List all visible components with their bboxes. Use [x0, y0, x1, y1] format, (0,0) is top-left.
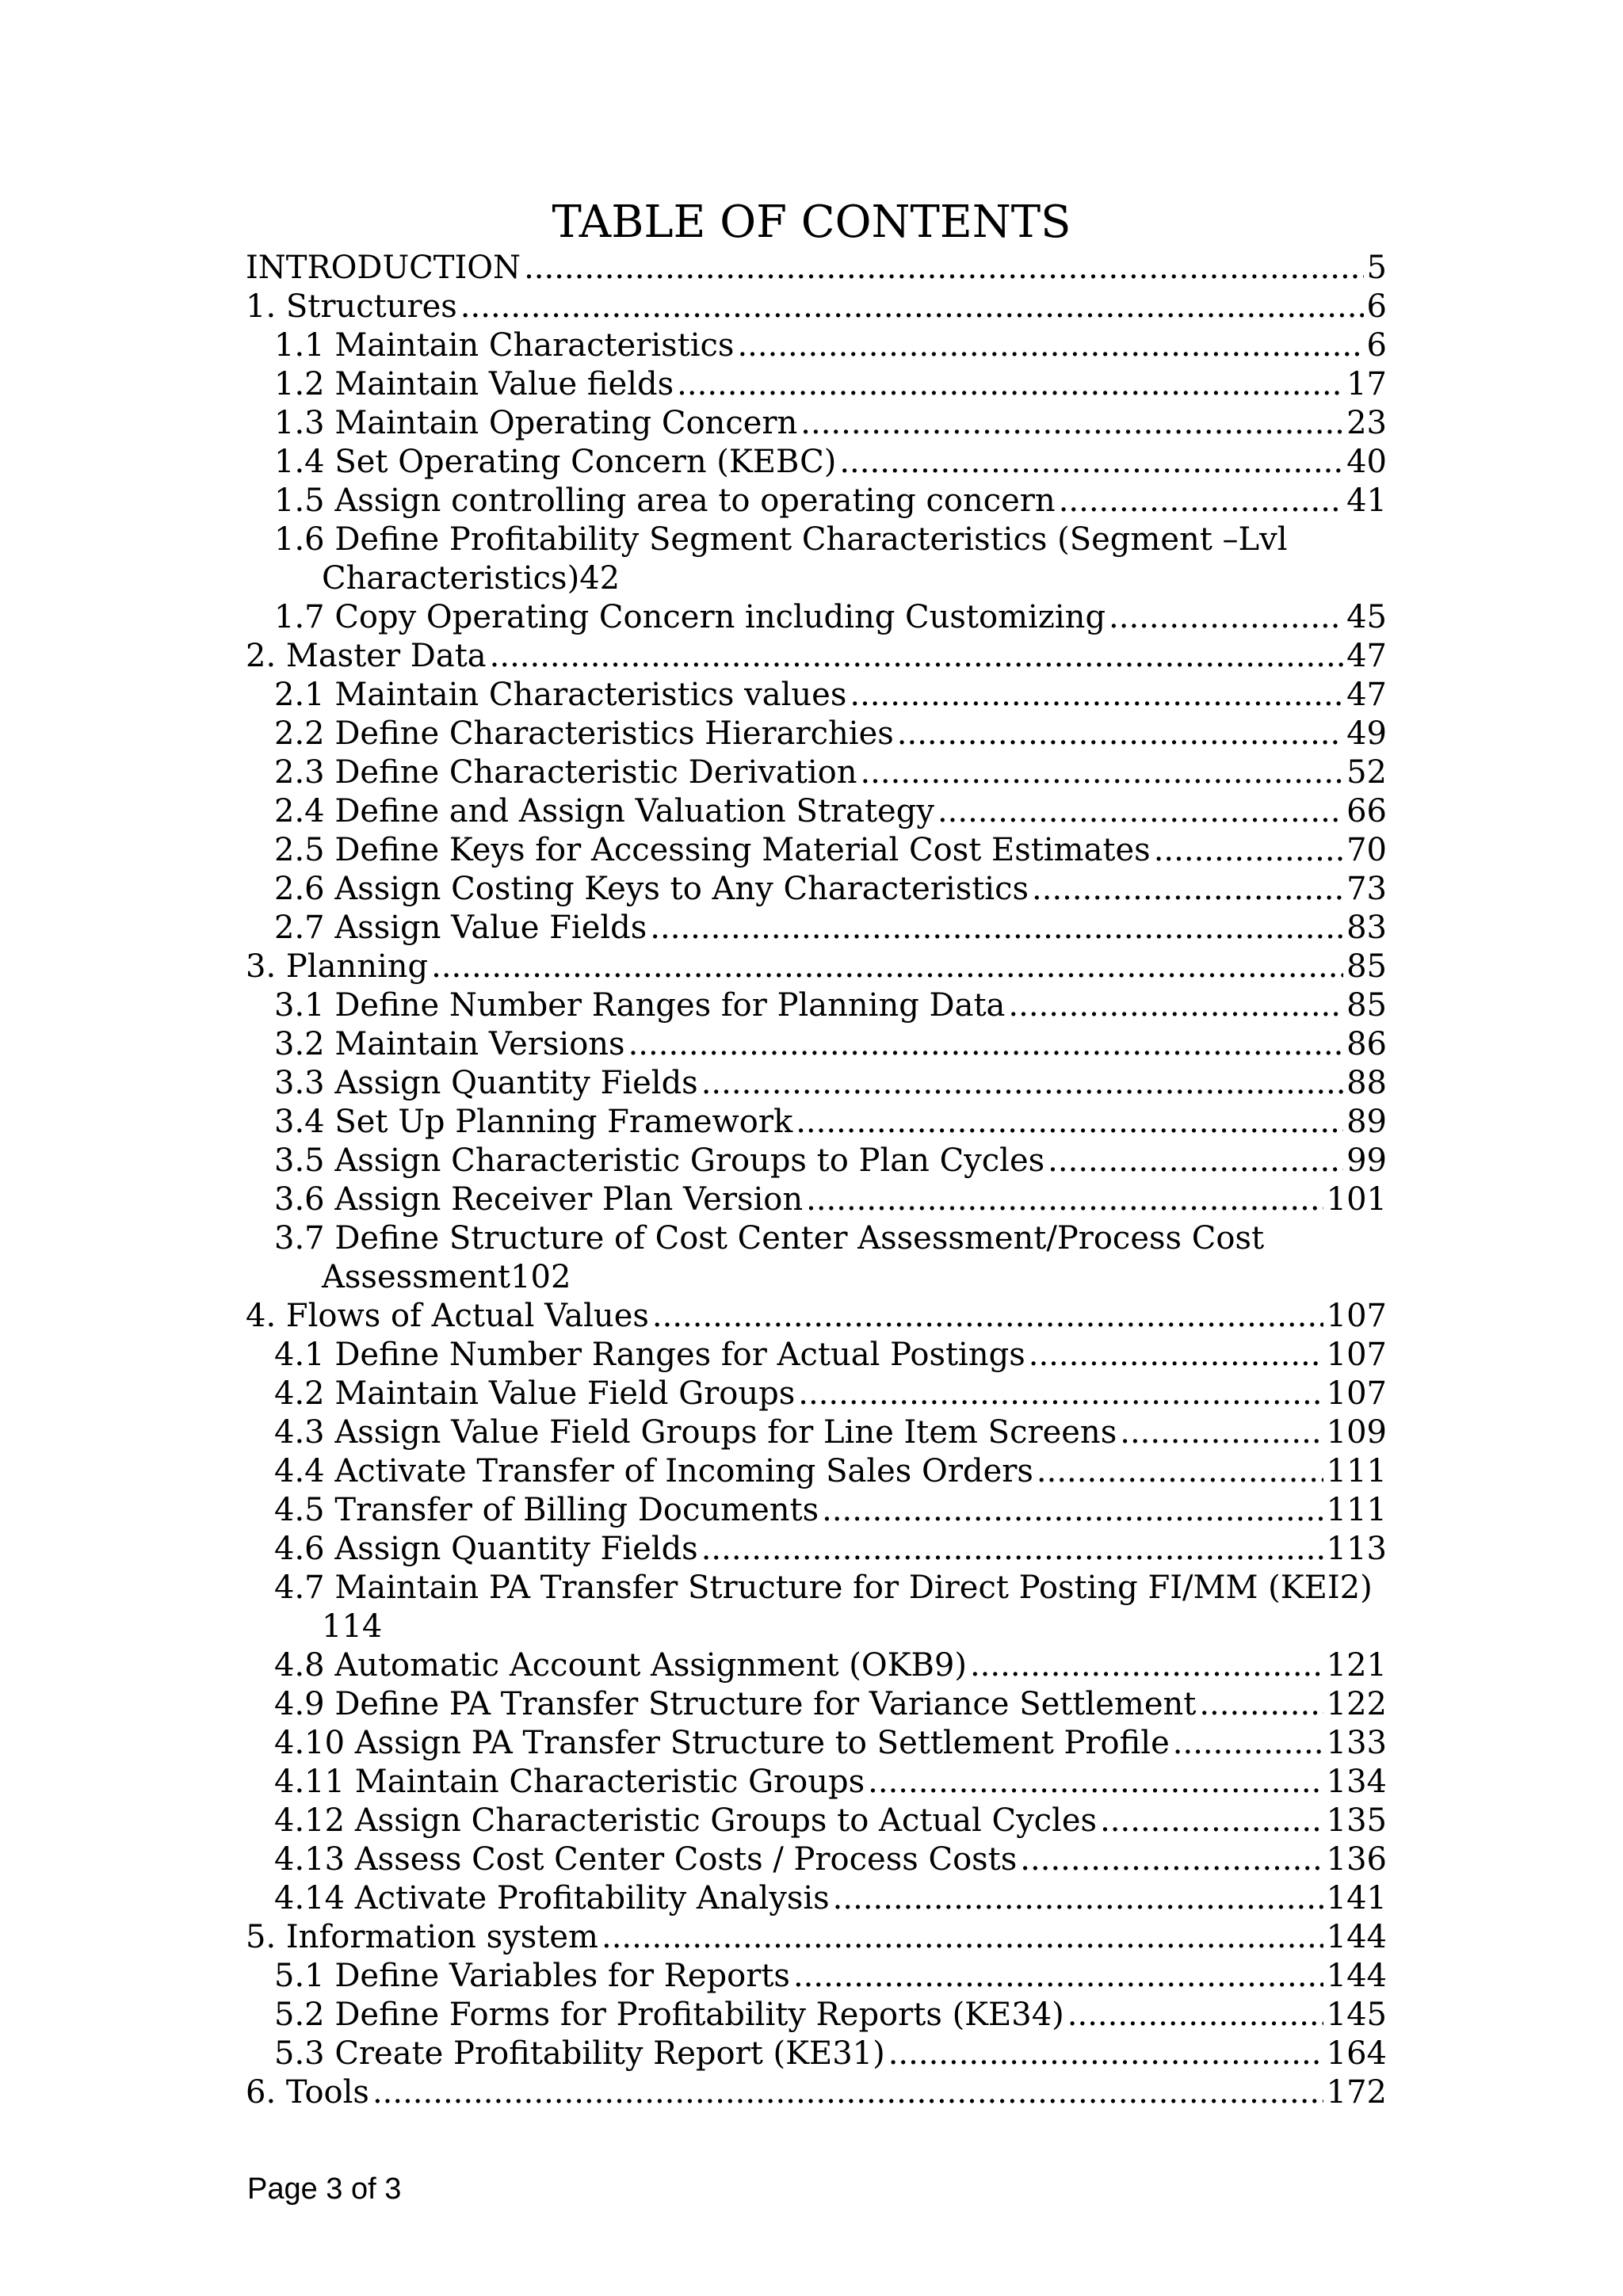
toc-entry[interactable] — [246, 1724, 1387, 1763]
toc-entry-continuation — [274, 1258, 1387, 1297]
toc-entry[interactable] — [246, 715, 1387, 753]
toc-entry[interactable] — [246, 598, 1387, 637]
dot-leader — [897, 715, 1343, 753]
dot-leader — [1199, 1685, 1323, 1724]
toc-entry-page: 133 — [1326, 1725, 1387, 1761]
dot-leader — [628, 1025, 1344, 1064]
toc-entry[interactable] — [246, 1763, 1387, 1802]
toc-entry-page: 122 — [1326, 1686, 1387, 1722]
toc-entry-page: 136 — [1326, 1841, 1387, 1878]
toc-entry[interactable] — [246, 1219, 1387, 1297]
toc-entry[interactable] — [246, 1413, 1387, 1452]
toc-entry-page: 114 — [322, 1608, 383, 1645]
dot-leader — [806, 1180, 1323, 1219]
toc-entry-page: 89 — [1346, 1104, 1387, 1140]
page-title: TABLE OF CONTENTS — [552, 196, 1071, 248]
toc-entry-text: 2.7 Assign Value Fields — [274, 910, 647, 946]
toc-entry-page: 66 — [1346, 793, 1387, 830]
dot-leader — [1048, 1142, 1343, 1180]
dot-leader — [1100, 1802, 1323, 1840]
toc-entry[interactable] — [246, 326, 1387, 365]
toc-entry-text: 5. Information system — [246, 1919, 598, 1955]
toc-entry-text: 2.3 Define Characteristic Derivation — [274, 754, 857, 791]
toc-entry-text: 4.11 Maintain Characteristic Groups — [274, 1764, 865, 1800]
toc-entry-text: 4.7 Maintain PA Transfer Structure for Direct Posting FI/MM (KEI2) — [274, 1569, 1373, 1606]
toc-entry-text: 1.1 Maintain Characteristics — [274, 327, 735, 364]
toc-entry-page: 70 — [1346, 832, 1387, 868]
dot-leader — [737, 326, 1363, 365]
toc-entry[interactable] — [246, 1918, 1387, 1957]
toc-entry-text: 5.1 Define Variables for Reports — [274, 1958, 790, 1994]
dot-leader — [372, 2073, 1323, 2112]
toc-entry-text: 3.5 Assign Characteristic Groups to Plan Cycles — [274, 1142, 1045, 1179]
toc-entry-text: 4.2 Maintain Value Field Groups — [274, 1375, 796, 1412]
toc-entry-page: 111 — [1326, 1492, 1387, 1528]
toc-entry-text: 3.3 Assign Quantity Fields — [274, 1065, 698, 1101]
toc-entry[interactable] — [246, 909, 1387, 948]
dot-leader — [1020, 1840, 1323, 1879]
dot-leader — [839, 443, 1343, 482]
toc-entry-text: 2.6 Assign Costing Keys to Any Characteristics — [274, 871, 1029, 907]
dot-leader — [793, 1957, 1323, 1996]
toc-entry-page: 73 — [1346, 871, 1387, 907]
toc-entry[interactable] — [246, 443, 1387, 482]
dot-leader — [652, 1297, 1323, 1336]
toc-list — [246, 249, 1387, 2112]
toc-entry-page: 164 — [1326, 2035, 1387, 2072]
toc-entry-page: 144 — [1326, 1958, 1387, 1994]
toc-entry-page: 101 — [1326, 1181, 1387, 1218]
toc-entry-page: 99 — [1346, 1142, 1387, 1179]
toc-entry[interactable] — [246, 676, 1387, 715]
toc-entry-page: 141 — [1326, 1880, 1387, 1917]
toc-entry-page: 83 — [1346, 910, 1387, 946]
dot-leader — [650, 909, 1343, 948]
toc-entry-page: 17 — [1346, 366, 1387, 402]
toc-entry[interactable] — [246, 1297, 1387, 1336]
dot-leader — [850, 676, 1343, 715]
toc-entry-page: 42 — [579, 560, 621, 597]
toc-entry[interactable] — [246, 521, 1387, 598]
dot-leader — [1109, 598, 1343, 637]
toc-entry-text: 3.2 Maintain Versions — [274, 1026, 625, 1062]
dot-leader — [431, 948, 1343, 986]
toc-entry[interactable] — [246, 1452, 1387, 1491]
toc-entry[interactable] — [246, 1530, 1387, 1569]
toc-entry[interactable] — [246, 1491, 1387, 1530]
toc-entry-text: 1.6 Define Profitability Segment Characteristics (Segment –Lvl — [274, 521, 1288, 558]
toc-entry-text: 1.4 Set Operating Concern (KEBC) — [274, 444, 837, 480]
toc-entry-page: 107 — [1326, 1375, 1387, 1412]
dot-leader — [833, 1879, 1323, 1918]
toc-entry[interactable] — [246, 249, 1387, 288]
toc-entry-text: 6. Tools — [246, 2074, 369, 2111]
toc-entry[interactable] — [246, 1103, 1387, 1142]
dot-leader — [701, 1530, 1323, 1569]
toc-entry[interactable] — [246, 2073, 1387, 2112]
toc-entry-text: 1.7 Copy Operating Concern including Customizing — [274, 599, 1106, 635]
dot-leader — [798, 1375, 1323, 1413]
toc-entry-text: 4.1 Define Number Ranges for Actual Postings — [274, 1337, 1025, 1373]
dot-leader — [860, 753, 1343, 792]
toc-entry[interactable] — [246, 986, 1387, 1025]
toc-entry-page: 135 — [1326, 1802, 1387, 1839]
toc-entry[interactable] — [246, 753, 1387, 792]
toc-entry-page: 121 — [1326, 1647, 1387, 1684]
toc-entry[interactable] — [246, 1840, 1387, 1879]
toc-entry-page: 47 — [1346, 677, 1387, 713]
toc-entry[interactable] — [246, 2035, 1387, 2073]
toc-entry[interactable] — [246, 1142, 1387, 1180]
dot-leader — [1037, 1452, 1323, 1491]
dot-leader — [868, 1763, 1323, 1802]
toc-entry-page: 172 — [1326, 2074, 1387, 2111]
toc-entry-page: 109 — [1326, 1414, 1387, 1451]
toc-entry-page: 6 — [1366, 327, 1387, 364]
toc-entry-page: 52 — [1346, 754, 1387, 791]
dot-leader — [1173, 1724, 1323, 1763]
toc-entry-page: 85 — [1346, 987, 1387, 1024]
toc-entry-text: 2.2 Define Characteristics Hierarchies — [274, 715, 894, 752]
toc-entry-page: 49 — [1346, 715, 1387, 752]
toc-entry[interactable] — [246, 1064, 1387, 1103]
dot-leader — [1029, 1336, 1323, 1375]
toc-entry[interactable] — [246, 1957, 1387, 1996]
dot-leader — [460, 288, 1364, 326]
toc-entry-continuation — [274, 1608, 1387, 1646]
toc-entry-text: 2. Master Data — [246, 638, 487, 674]
dot-leader — [490, 637, 1343, 676]
toc-entry[interactable] — [246, 1025, 1387, 1064]
toc-entry-page: 111 — [1326, 1453, 1387, 1489]
toc-entry-text: 3.6 Assign Receiver Plan Version — [274, 1181, 804, 1218]
dot-leader — [601, 1918, 1323, 1957]
toc-entry-text: 3. Planning — [246, 948, 429, 985]
toc-entry-text: 5.3 Create Profitability Report (KE31) — [274, 2035, 885, 2072]
toc-entry-text: 4.5 Transfer of Billing Documents — [274, 1492, 819, 1528]
dot-leader — [822, 1491, 1323, 1530]
toc-entry[interactable] — [246, 870, 1387, 909]
toc-entry-page: 113 — [1326, 1531, 1387, 1567]
dot-leader — [888, 2035, 1323, 2073]
toc-entry-text: 5.2 Define Forms for Profitability Reports (KE34) — [274, 1997, 1064, 2033]
toc-entry-page: 23 — [1346, 405, 1387, 441]
toc-entry-page: 41 — [1346, 482, 1387, 519]
toc-entry-text: 4.12 Assign Characteristic Groups to Actual Cycles — [274, 1802, 1098, 1839]
toc-entry[interactable] — [246, 482, 1387, 521]
dot-leader — [1120, 1413, 1323, 1452]
toc-entry[interactable] — [246, 365, 1387, 404]
toc-entry-continuation — [274, 559, 1387, 598]
toc-entry-text: 3.1 Define Number Ranges for Planning Data — [274, 987, 1006, 1024]
dot-leader — [1067, 1996, 1323, 2035]
toc-entry-text: 1. Structures — [246, 288, 457, 325]
toc-entry-text: 4.8 Automatic Account Assignment (OKB9) — [274, 1647, 967, 1684]
toc-entry[interactable] — [246, 1336, 1387, 1375]
toc-entry-page: 40 — [1346, 444, 1387, 480]
toc-entry[interactable] — [246, 1569, 1387, 1646]
toc-entry-text: 3.7 Define Structure of Cost Center Assessment/Process Cost — [274, 1220, 1265, 1257]
toc-entry[interactable] — [246, 831, 1387, 870]
toc-entry-page: 45 — [1346, 599, 1387, 635]
toc-entry-page: 47 — [1346, 638, 1387, 674]
toc-entry-text: 2.5 Define Keys for Accessing Material Cost Estimates — [274, 832, 1151, 868]
toc-entry-text: 1.3 Maintain Operating Concern — [274, 405, 798, 441]
dot-leader — [938, 792, 1343, 831]
toc-entry-page: 107 — [1326, 1298, 1387, 1334]
toc-entry-text: 4.14 Activate Profitability Analysis — [274, 1880, 830, 1917]
toc-entry-text: 4. Flows of Actual Values — [246, 1298, 649, 1334]
toc-entry-page: 107 — [1326, 1337, 1387, 1373]
dot-leader — [1032, 870, 1343, 909]
toc-entry-text: 4.6 Assign Quantity Fields — [274, 1531, 698, 1567]
toc-entry[interactable] — [246, 1802, 1387, 1840]
dot-leader — [1008, 986, 1343, 1025]
dot-leader — [1154, 831, 1343, 870]
toc-entry-text: 4.4 Activate Transfer of Incoming Sales Orders — [274, 1453, 1033, 1489]
toc-entry[interactable] — [246, 1685, 1387, 1724]
dot-leader — [701, 1064, 1343, 1103]
toc-entry-page: 5 — [1366, 250, 1387, 286]
toc-entry-page: 145 — [1326, 1997, 1387, 2033]
dot-leader — [800, 404, 1343, 443]
toc-entry-page: 144 — [1326, 1919, 1387, 1955]
toc-entry-page: 86 — [1346, 1026, 1387, 1062]
toc-entry-text: 2.1 Maintain Characteristics values — [274, 677, 847, 713]
toc-entry[interactable] — [246, 404, 1387, 443]
toc-entry[interactable] — [246, 288, 1387, 326]
dot-leader — [970, 1646, 1323, 1685]
toc-entry-text: 1.2 Maintain Value fields — [274, 366, 674, 402]
toc-entry-page: 102 — [510, 1259, 571, 1295]
dot-leader — [677, 365, 1343, 404]
toc-entry-page: 6 — [1366, 288, 1387, 325]
toc-entry-page: 134 — [1326, 1764, 1387, 1800]
toc-entry-text: 4.3 Assign Value Field Groups for Line Item Screens — [274, 1414, 1117, 1451]
toc-entry-text: 4.10 Assign PA Transfer Structure to Settlement Profile — [274, 1725, 1170, 1761]
page-footer: Page 3 of 3 — [247, 2172, 402, 2206]
toc-entry[interactable] — [246, 1646, 1387, 1685]
toc-entry-text-line2: Characteristics) — [322, 560, 580, 597]
toc-entry-text: INTRODUCTION — [246, 250, 521, 286]
toc-entry-text: 3.4 Set Up Planning Framework — [274, 1104, 793, 1140]
toc-entry-text-line2: Assessment — [322, 1259, 511, 1295]
toc-entry-page: 88 — [1346, 1065, 1387, 1101]
toc-entry-text: 4.13 Assess Cost Center Costs / Process Costs — [274, 1841, 1018, 1878]
dot-leader — [524, 249, 1363, 288]
dot-leader — [1059, 482, 1343, 521]
toc-entry[interactable] — [246, 637, 1387, 676]
toc-entry[interactable] — [246, 1996, 1387, 2035]
toc-entry[interactable] — [246, 948, 1387, 986]
toc-entry-text: 4.9 Define PA Transfer Structure for Variance Settlement — [274, 1686, 1197, 1722]
toc-entry[interactable] — [246, 1180, 1387, 1219]
toc-entry[interactable] — [246, 1375, 1387, 1413]
toc-entry[interactable] — [246, 792, 1387, 831]
toc-entry-text: 2.4 Define and Assign Valuation Strategy — [274, 793, 934, 830]
toc-entry-text: 1.5 Assign controlling area to operating concern — [274, 482, 1056, 519]
toc-entry[interactable] — [246, 1879, 1387, 1918]
toc-entry-page: 85 — [1346, 948, 1387, 985]
dot-leader — [796, 1103, 1343, 1142]
